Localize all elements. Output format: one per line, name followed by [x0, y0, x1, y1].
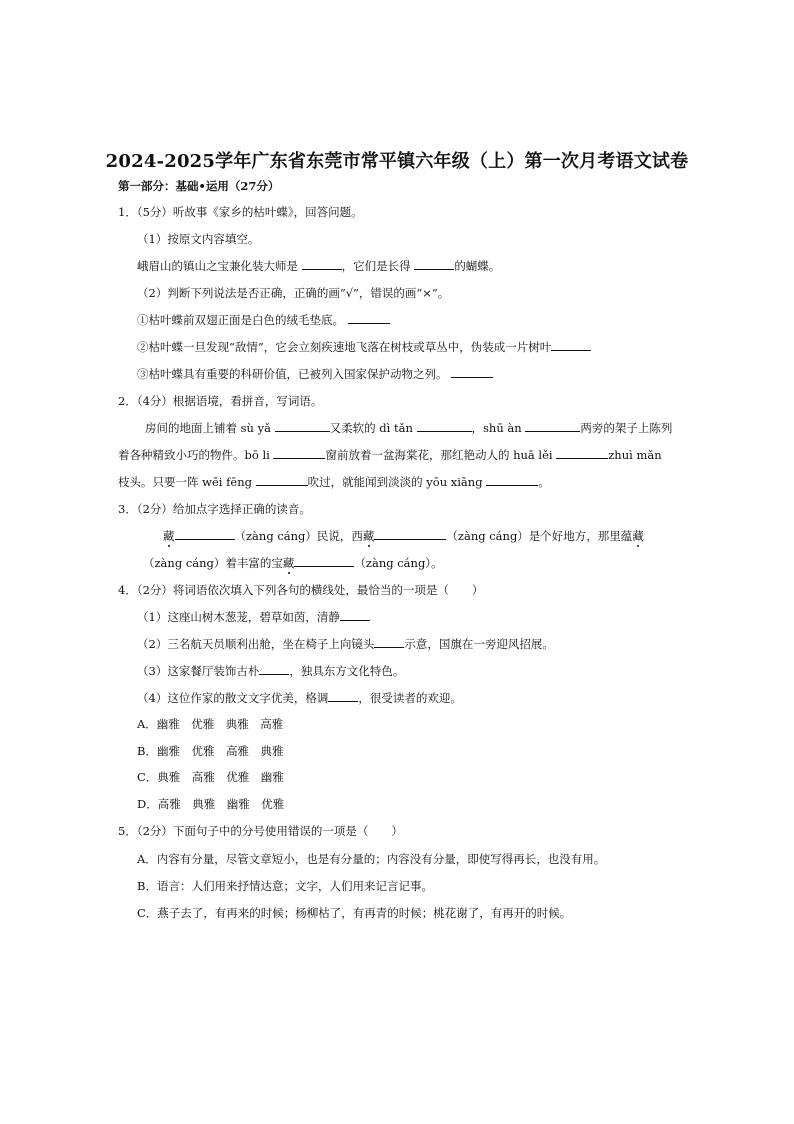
- q5-option-b[interactable]: B．语言：人们用来抒情达意；文字，人们用来记言记事。: [137, 879, 433, 893]
- q2-l2-c: zhuì mǎn: [608, 448, 662, 462]
- q2-l3-b: 吹过，就能闻到淡淡的 yōu xiāng: [307, 475, 483, 489]
- q2-stem: 2．（4分）根据语境，看拼音，写词语。: [118, 394, 323, 408]
- q2-l3-a: 枝头。只要一阵 wēi fēng: [118, 475, 252, 489]
- q4-option-b[interactable]: B．幽雅 优雅 高雅 典雅: [137, 744, 284, 758]
- q1-item-3: [137, 366, 493, 382]
- q1-stem: 1．（5分）听故事《家乡的枯叶蝶》，回答问题。: [118, 205, 363, 219]
- q2-l1-a: 房间的地面上铺着 sù yǎ: [145, 421, 271, 435]
- q3-blank-1[interactable]: [175, 528, 235, 540]
- q4-sentence-3: [137, 663, 404, 679]
- q2-blank-ditan[interactable]: [417, 420, 472, 432]
- q3-l1-a: （zàng cáng）民说，西: [234, 529, 363, 543]
- q1-sub1-text-a: 峨眉山的镇山之宝兼化装大师是: [137, 259, 298, 273]
- q2-l2-a: 着各种精致小巧的物件。bō li: [118, 448, 270, 462]
- q3-blank-2[interactable]: [374, 528, 446, 540]
- q4-s3-b: ，独具东方文化特色。: [289, 664, 405, 678]
- q4-option-a[interactable]: A．幽雅 优雅 典雅 高雅: [137, 717, 284, 731]
- q4-s2-b: 示意，国旗在一旁迎风招展。: [404, 637, 554, 651]
- q3-dotted-char-3: 藏: [632, 529, 644, 543]
- q2-blank-shuan[interactable]: [525, 420, 580, 432]
- q2-l2-b: 窗前放着一盆海棠花，那红艳动人的 huā lěi: [325, 448, 553, 462]
- q1-blank-1[interactable]: [302, 258, 342, 270]
- q2-line-1: [145, 420, 672, 436]
- q2-l1-d: 两旁的架子上陈列: [580, 421, 673, 435]
- q4-s3-a: （3）这家餐厅装饰古朴: [137, 664, 260, 678]
- q2-blank-weifeng[interactable]: [256, 474, 308, 486]
- q1-sub1-text-b: ，它们是长得: [341, 259, 411, 273]
- q3-dotted-char-1: 藏: [163, 529, 175, 543]
- q1-sub1-text-c: 的蝴蝶。: [454, 259, 501, 273]
- q1-item-2-text: ②枯叶蝶一旦发现“敌情”，它会立刻疾速地飞落在树枝或草丛中，伪装成一片树叶: [137, 340, 552, 354]
- q3-dotted-char-2: 藏: [362, 529, 375, 543]
- q3-blank-3[interactable]: [294, 555, 354, 567]
- q2-line-2: [118, 447, 662, 463]
- q2-l1-b: 又柔软的 dì tǎn: [329, 421, 413, 435]
- q4-blank-2[interactable]: [374, 636, 404, 648]
- q4-blank-1[interactable]: [340, 609, 370, 621]
- q3-l2-a: （zàng cáng）着丰富的宝: [143, 556, 283, 570]
- q3-l2-b: （zàng cáng）。: [354, 556, 443, 570]
- q4-sentence-2: [137, 636, 554, 652]
- q4-sentence-1: [137, 609, 370, 625]
- q3-line-1: [163, 528, 644, 544]
- q1-blank-2[interactable]: [414, 258, 454, 270]
- q2-blank-hualei[interactable]: [556, 447, 608, 459]
- q3-l1-b: （zàng cáng）是个好地方，那里蕴: [446, 529, 633, 543]
- q2-blank-boli[interactable]: [273, 447, 325, 459]
- q3-dotted-char-4: 藏: [282, 556, 295, 570]
- q5-option-c[interactable]: C．燕子去了，有再来的时候；杨柳枯了，有再青的时候；桃花谢了，有再开的时候。: [137, 906, 572, 920]
- q1-sub1: （1）按原文内容填空。: [137, 232, 260, 246]
- q4-option-c[interactable]: C．典雅 高雅 优雅 幽雅: [137, 770, 284, 784]
- q1-item-1-blank[interactable]: [348, 312, 390, 324]
- q4-blank-4[interactable]: [328, 690, 358, 702]
- q1-sub2: （2）判断下列说法是否正确，正确的画“√”，错误的画“×”。: [137, 286, 450, 300]
- q2-blank-youxiang[interactable]: [486, 474, 538, 486]
- q5-stem: 5．（2分）下面句子中的分号使用错误的一项是（ ）: [118, 824, 403, 838]
- q4-blank-3[interactable]: [259, 663, 289, 675]
- q4-sentence-4: [137, 690, 462, 706]
- q4-option-d[interactable]: D．高雅 典雅 幽雅 优雅: [137, 797, 285, 811]
- q4-s1-text: （1）这座山树木葱茏，碧草如茵，清静: [137, 610, 340, 624]
- q4-s2-a: （2）三名航天员顺利出舱，坐在椅子上向镜头: [137, 637, 375, 651]
- q3-line-2: [143, 555, 443, 571]
- q4-stem: 4．（2分）将词语依次填入下列各句的横线处，最恰当的一项是（ ）: [118, 583, 484, 597]
- q1-item-2-blank[interactable]: [551, 339, 591, 351]
- q5-option-a[interactable]: A．内容有分量，尽管文章短小，也是有分量的；内容没有分量，即使写得再长，也没有用。: [137, 852, 606, 866]
- q1-sub1-fill: [137, 258, 500, 274]
- q1-item-1: [137, 312, 390, 328]
- q1-item-2: [137, 339, 591, 355]
- q2-l3-c: 。: [538, 475, 550, 489]
- q1-item-1-text: ①枯叶蝶前双翅正面是白色的绒毛垫底。: [137, 313, 344, 327]
- q2-blank-suya[interactable]: [275, 420, 330, 432]
- q1-item-3-blank[interactable]: [451, 366, 493, 378]
- q3-stem: 3．（2分）给加点字选择正确的读音。: [118, 502, 311, 516]
- exam-title: 2024-2025学年广东省东莞市常平镇六年级（上）第一次月考语文试卷: [105, 151, 689, 172]
- section-heading: 第一部分：基础•运用（27分）: [118, 179, 280, 193]
- q4-s4-a: （4）这位作家的散文文字优美，格调: [137, 691, 329, 705]
- q4-s4-b: ，很受读者的欢迎。: [358, 691, 462, 705]
- q1-item-3-text: ③枯叶蝶具有重要的科研价值，已被列入国家保护动物之列。: [137, 367, 448, 381]
- q2-line-3: [118, 474, 550, 490]
- q2-l1-c: ，shū àn: [471, 421, 522, 435]
